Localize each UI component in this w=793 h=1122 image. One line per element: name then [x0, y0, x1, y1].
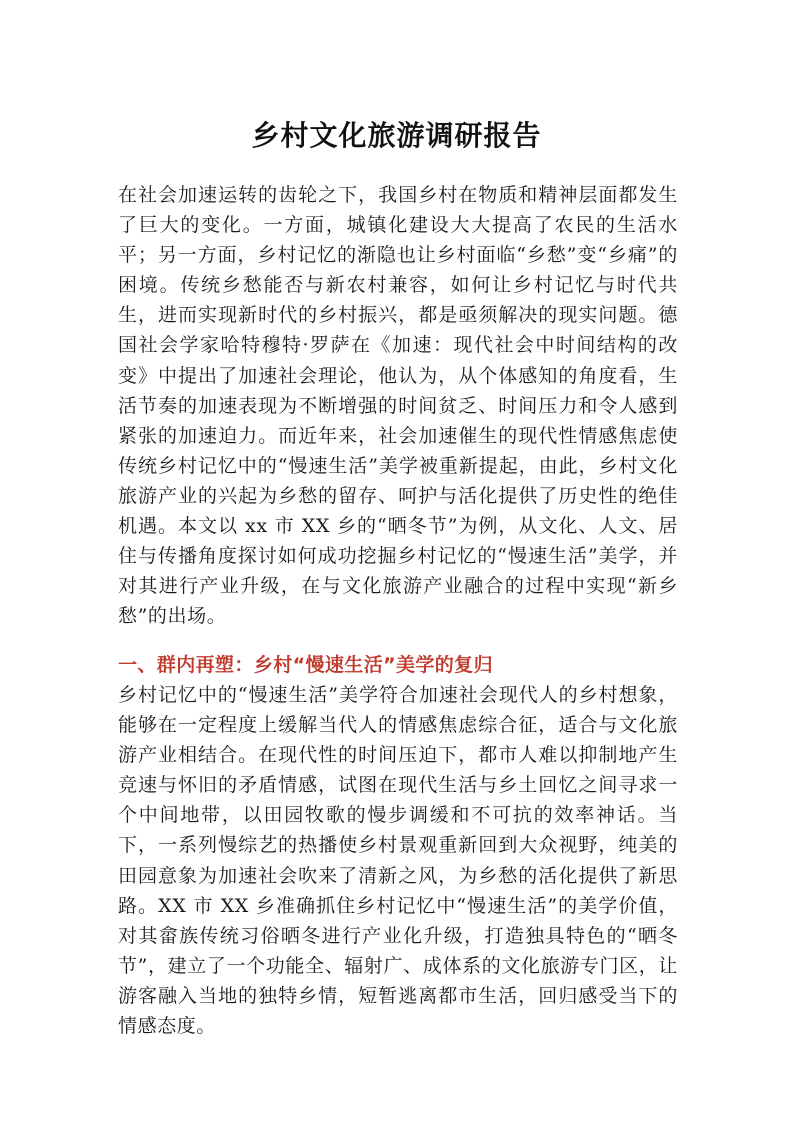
page-title: 乡村文化旅游调研报告: [251, 119, 542, 152]
section-paragraph: 乡村记忆中的“慢速生活”美学符合加速社会现代人的乡村想象，能够在一定程度上缓解当代人的情感焦虑综合征，适合与文化旅游产业相结合。在现代性的时间压迫下，都市人难以抑制地产生竞速与怀旧的矛盾情感，试图在现代生活与乡土回忆之间寻求一个中间地带，以田园牧歌的慢步调缓和不可抗的效率神话。当下，一系列慢综艺的热播使乡村景观重新回到大众视野，纯美的田园意象为加速社会吹来了清新之风，为乡愁的活化提供了新思路。XX 市 XX 乡准确抓住乡村记忆中“慢速生活”的美学价值，对其畲族传统习俗晒冬进行产业化升级，打造独具特色的“晒冬节”，建立了一个功能全、辐射广、成体系的文化旅游专门区，让游客融入当地的独特乡情，短暂逃离都市生活，回归感受当下的情感态度。: [118, 684, 678, 1038]
section-heading: 一、群内再塑：乡村“慢速生活”美学的复归: [118, 654, 493, 676]
intro-paragraph: 在社会加速运转的齿轮之下，我国乡村在物质和精神层面都发生了巨大的变化。一方面，城镇化建设大大提高了农民的生活水平；另一方面，乡村记忆的渐隐也让乡村面临“乡愁”变“乡痛”的困境。传统乡愁能否与新农村兼容，如何让乡村记忆与时代共生，进而实现新时代的乡村振兴，都是亟须解决的现实问题。德国社会学家哈特穆特·罗萨在《加速：现代社会中时间结构的改变》中提出了加速社会理论，他认为，从个体感知的角度看，生活节奏的加速表现为不断增强的时间贫乏、时间压力和令人感到紧张的加速迫力。而近年来，社会加速催生的现代性情感焦虑使传统乡村记忆中的“慢速生活”美学被重新提起，由此，乡村文化旅游产业的兴起为乡愁的留存、呵护与活化提供了历史性的绝佳机遇。本文以 xx 市 XX 乡的“晒冬节”为例，从文化、人文、居住与传播角度探讨如何成功挖掘乡村记忆的“慢速生活”美学，并对其进行产业升级，在与文化旅游产业融合的过程中实现“新乡愁”的出场。: [118, 184, 678, 628]
